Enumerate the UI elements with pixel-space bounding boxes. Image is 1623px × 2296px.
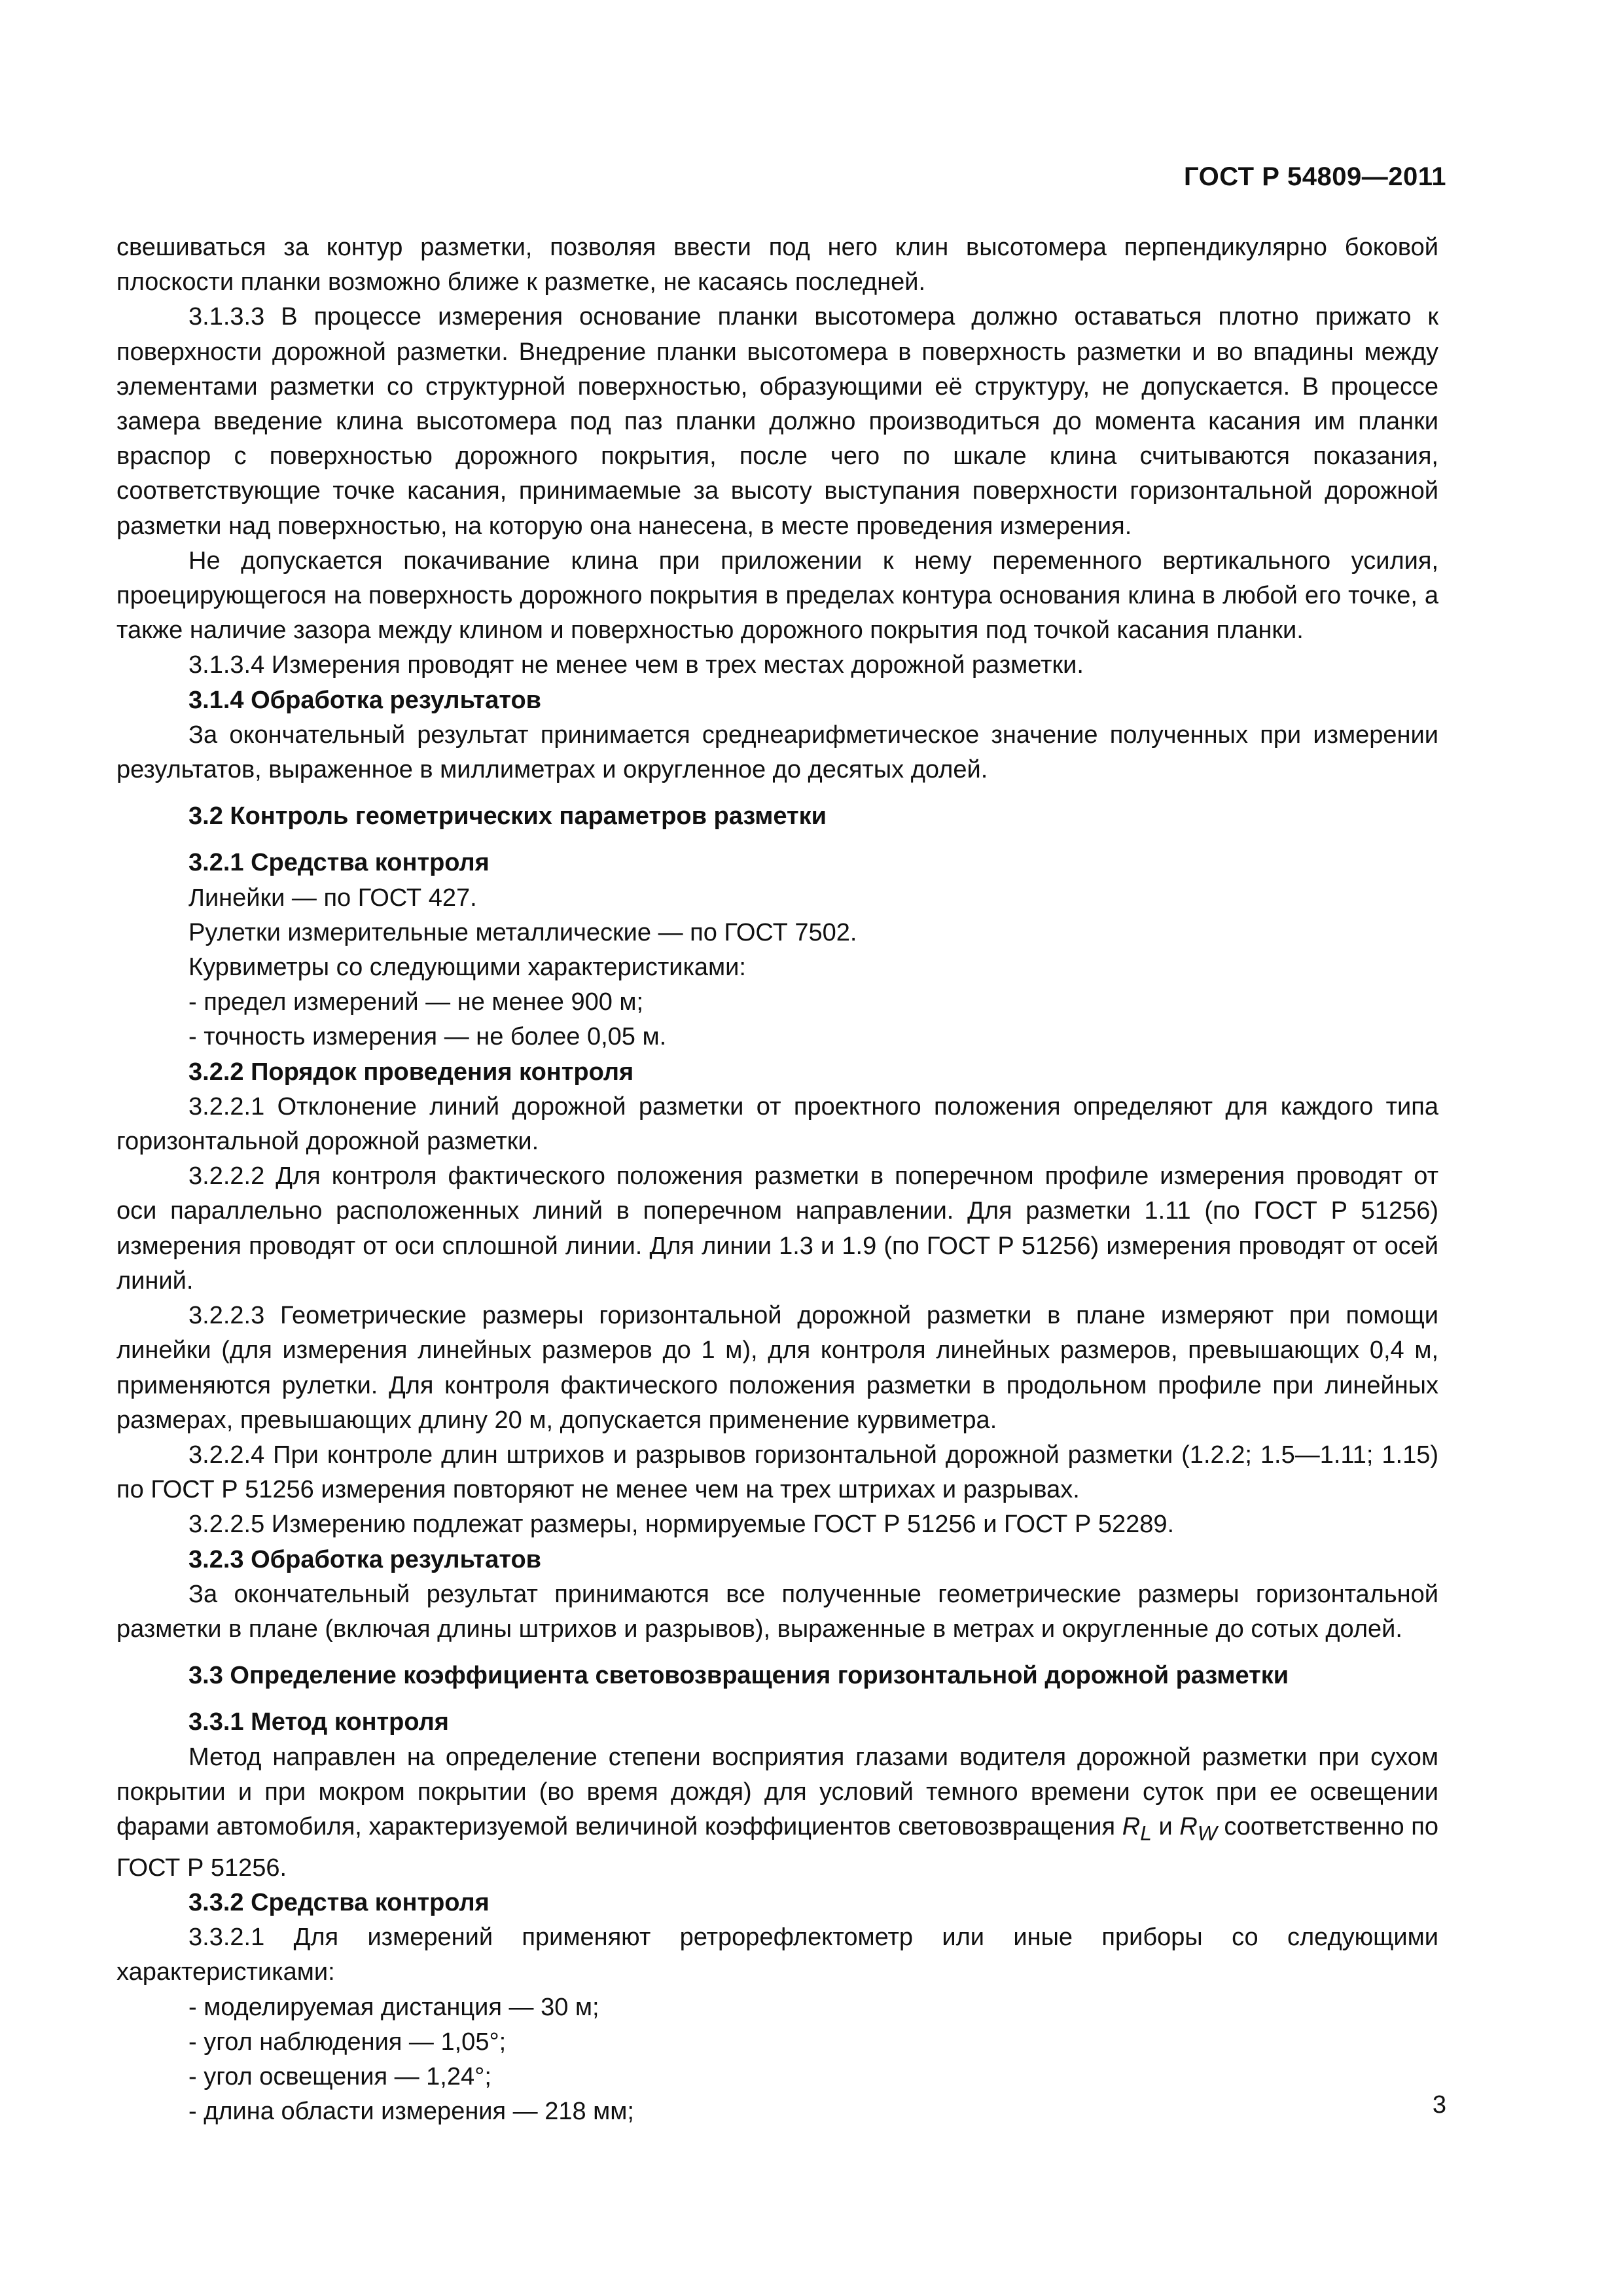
symbol-rw: $R_W$ (1179, 1812, 1217, 1845)
paragraph: 3.2.2.2 Для контроля фактического положения разметки в поперечном профиле измерения проводят от оси параллельно расположенных линий в поперечном направлении. Для разметки 1.11 (по ГОСТ Р 51256) измерения проводят от оси сплошной линии. Для линии 1.3 и 1.9 (по ГОСТ Р 51256) измерения проводят от осей линий. (116, 1162, 1438, 1295)
paragraph: 3.2.2.3 Геометрические размеры горизонтальной дорожной разметки в плане измеряют при помощи линейки (для измерения линейных размеров до 1 м), для контроля линейных размеров, превышающих 0,4 м, применяются рулетки. Для контроля фактического положения разметки в продольном профиле при линейных размерах, превышающих длину 20 м, допускается применение курвиметра. (116, 1302, 1438, 1434)
paragraph: 3.1.3.3 В процессе измерения основание планки высотомера должно оставаться плотно прижато к поверхности дорожной разметки. Внедрение планки высотомера в поверхность разметки и во впадины между элементами разметки со структурной поверхностью, образующими её структуру, не допускается. В процессе замера введение клина высотомера под паз планки должно производиться до момента касания им планки враспор с поверхностью дорожного покрытия, после чего по шкале клина считываются показания, соответствующие точке касания, принимаемые за высоту выступания поверхности горизонтальной дорожной разметки над поверхностью, на которую она нанесена, в месте проведения измерения. (116, 303, 1438, 540)
section-heading: 3.2 Контроль геометрических параметров разметки (188, 802, 827, 831)
section-heading: 3.3.1 Метод контроля (188, 1708, 449, 1736)
paragraph: 3.2.2.1 Отклонение линий дорожной разметки от проектного положения определяют для каждого типа горизонтальной дорожной разметки. (116, 1092, 1438, 1156)
paragraph: свешиваться за контур разметки, позволяя ввести под него клин высотомера перпендикулярно боковой плоскости планки возможно ближе к разметке, не касаясь последней. (116, 234, 1438, 296)
list-item: - угол наблюдения — 1,05°; (188, 2028, 507, 2056)
section-heading: 3.3.2 Средства контроля (188, 1888, 490, 1916)
page-number: 3 (1432, 2091, 1446, 2119)
list-item: - длина области измерения — 218 мм; (188, 2098, 634, 2126)
list-item: Линейки — по ГОСТ 427. (188, 884, 477, 912)
section-heading: 3.3 Определение коэффициента световозвращения горизонтальной дорожной разметки (188, 1662, 1289, 1690)
list-item: - угол освещения — 1,24°; (188, 2062, 491, 2090)
symbol-rl: $R_L$ (1122, 1812, 1152, 1845)
document-body (116, 230, 1438, 2129)
body-part-1 (116, 230, 1438, 1740)
paragraph: 3.1.3.4 Измерения проводят не менее чем в трех местах дорожной разметки. (188, 651, 1084, 679)
section-heading: 3.2.1 Средства контроля (188, 849, 490, 877)
paragraph: 3.2.2.5 Измерению подлежат размеры, нормируемые ГОСТ Р 51256 и ГОСТ Р 52289. (188, 1511, 1175, 1539)
list-item: - моделируемая дистанция — 30 м; (188, 1993, 599, 2021)
paragraph: 3.2.2.4 При контроле длин штрихов и разрывов горизонтальной дорожной разметки (1.2.2; 1.5—1.11; 1.15) по ГОСТ Р 51256 измерения повторяют не менее чем на трех штрихах и разрывах. (116, 1441, 1438, 1504)
list-item: Курвиметры со следующими характеристиками: (188, 954, 746, 982)
body-part-2 (116, 1886, 1438, 2129)
method-tail: соответственно по ГОСТ Р 51256. (116, 1812, 1438, 1882)
paragraph: За окончательный результат принимается среднеарифметическое значение полученных при измерении результатов, выраженное в миллиметрах и округленное до десятых долей. (116, 721, 1438, 784)
list-item: - точность измерения — не более 0,05 м. (188, 1023, 667, 1051)
list-item: - предел измерений — не менее 900 м; (188, 988, 644, 1016)
list-item: Рулетки измерительные металлические — по ГОСТ 7502. (188, 918, 857, 946)
paragraph: 3.3.2.1 Для измерений применяют ретрорефлектометр или иные приборы со следующими характеристиками: (116, 1924, 1438, 1986)
paragraph: За окончательный результат принимаются все полученные геометрические размеры горизонтальной разметки в плане (включая длины штрихов и разрывов), выраженные в метрах и округленные до сотых долей. (116, 1580, 1438, 1643)
section-heading: 3.2.2 Порядок проведения контроля (188, 1058, 634, 1086)
section-heading: 3.1.4 Обработка результатов (188, 686, 542, 714)
section-heading: 3.2.3 Обработка результатов (188, 1545, 542, 1573)
document-header: ГОСТ Р 54809—2011 (1184, 162, 1446, 191)
paragraph-method: Метод направлен на определение степени восприятия глазами водителя дорожной разметки при сухом покрытии и при мокром покрытии (во время дождя) для условий темного времени суток при ее освещении фарами автомобиля, характеризуемой величиной коэффициентов световозвращения $R_L$ и $R_W$ соответственно по ГОСТ Р 51256. (116, 1743, 1438, 1882)
paragraph: Не допускается покачивание клина при приложении к нему переменного вертикального усилия, проецирующегося на поверхность дорожного покрытия в пределах контура основания клина в любой его точке, а также наличие зазора между клином и поверхностью дорожного покрытия под точкой касания планки. (116, 547, 1438, 645)
method-text: Метод направлен на определение степени восприятия глазами водителя дорожной разметки при сухом покрытии и при мокром покрытии (во время дождя) для условий темного времени суток при ее освещении фарами автомобиля, характеризуемой величиной коэффициентов световозвращения (116, 1743, 1438, 1840)
